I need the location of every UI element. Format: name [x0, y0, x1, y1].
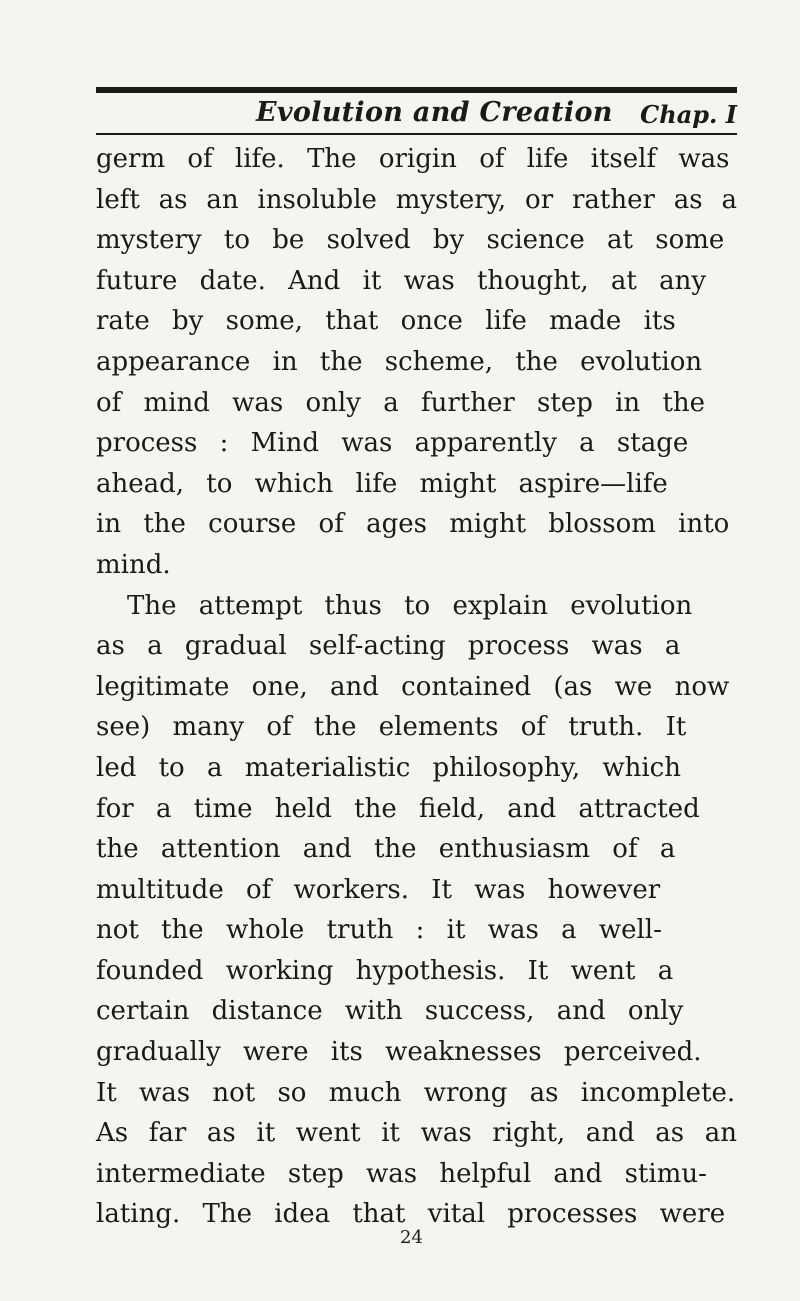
text-line: the attention and the enthusiasm of a — [96, 834, 676, 865]
text-line: rate by some, that once life made its — [96, 306, 676, 337]
header-top-rule — [96, 87, 737, 93]
text-line: future date. And it was thought, at any — [96, 265, 707, 296]
running-header — [96, 95, 737, 131]
running-title: Evolution and Creation — [256, 97, 613, 128]
text-line: intermediate step was helpful and stimu- — [96, 1158, 707, 1189]
text-line: gradually were its weaknesses perceived. — [96, 1037, 702, 1068]
body-text — [96, 139, 756, 1235]
text-line: founded working hypothesis. It went a — [96, 955, 674, 986]
text-line: appearance in the scheme, the evolution — [96, 346, 703, 377]
text-line: left as an insoluble mystery, or rather as a — [96, 184, 737, 215]
text-line: not the whole truth : it was a well- — [96, 915, 662, 946]
text-line: As far as it went it was right, and as an — [96, 1118, 737, 1149]
text-line: of mind was only a further step in the — [96, 387, 706, 418]
text-line: It was not so much wrong as incomplete. — [96, 1077, 736, 1108]
text-line: as a gradual self-acting process was a — [96, 631, 681, 662]
text-line: lating. The idea that vital processes were — [96, 1199, 726, 1230]
text-line: see) many of the elements of truth. It — [96, 712, 687, 743]
page-number: 24 — [400, 1227, 423, 1248]
text-line: germ of life. The origin of life itself was — [96, 144, 730, 174]
text-line: multitude of workers. It was however — [96, 874, 661, 905]
paragraph-start-line: The attempt thus to explain evolution — [127, 590, 693, 621]
text-line: for a time held the field, and attracted — [96, 793, 700, 824]
header-bottom-rule — [96, 133, 737, 135]
text-line: mind. — [96, 549, 171, 580]
text-line: ahead, to which life might aspire—life — [96, 468, 668, 499]
text-line: in the course of ages might blossom into — [96, 509, 730, 540]
text-line: legitimate one, and contained (as we now — [96, 671, 730, 702]
text-line: mystery to be solved by science at some — [96, 225, 725, 256]
text-line: process : Mind was apparently a stage — [96, 428, 689, 459]
text-line: led to a materialistic philosophy, which — [96, 752, 681, 783]
chapter-reference: Chap. I — [640, 100, 737, 129]
text-line: certain distance with success, and only — [96, 996, 684, 1027]
